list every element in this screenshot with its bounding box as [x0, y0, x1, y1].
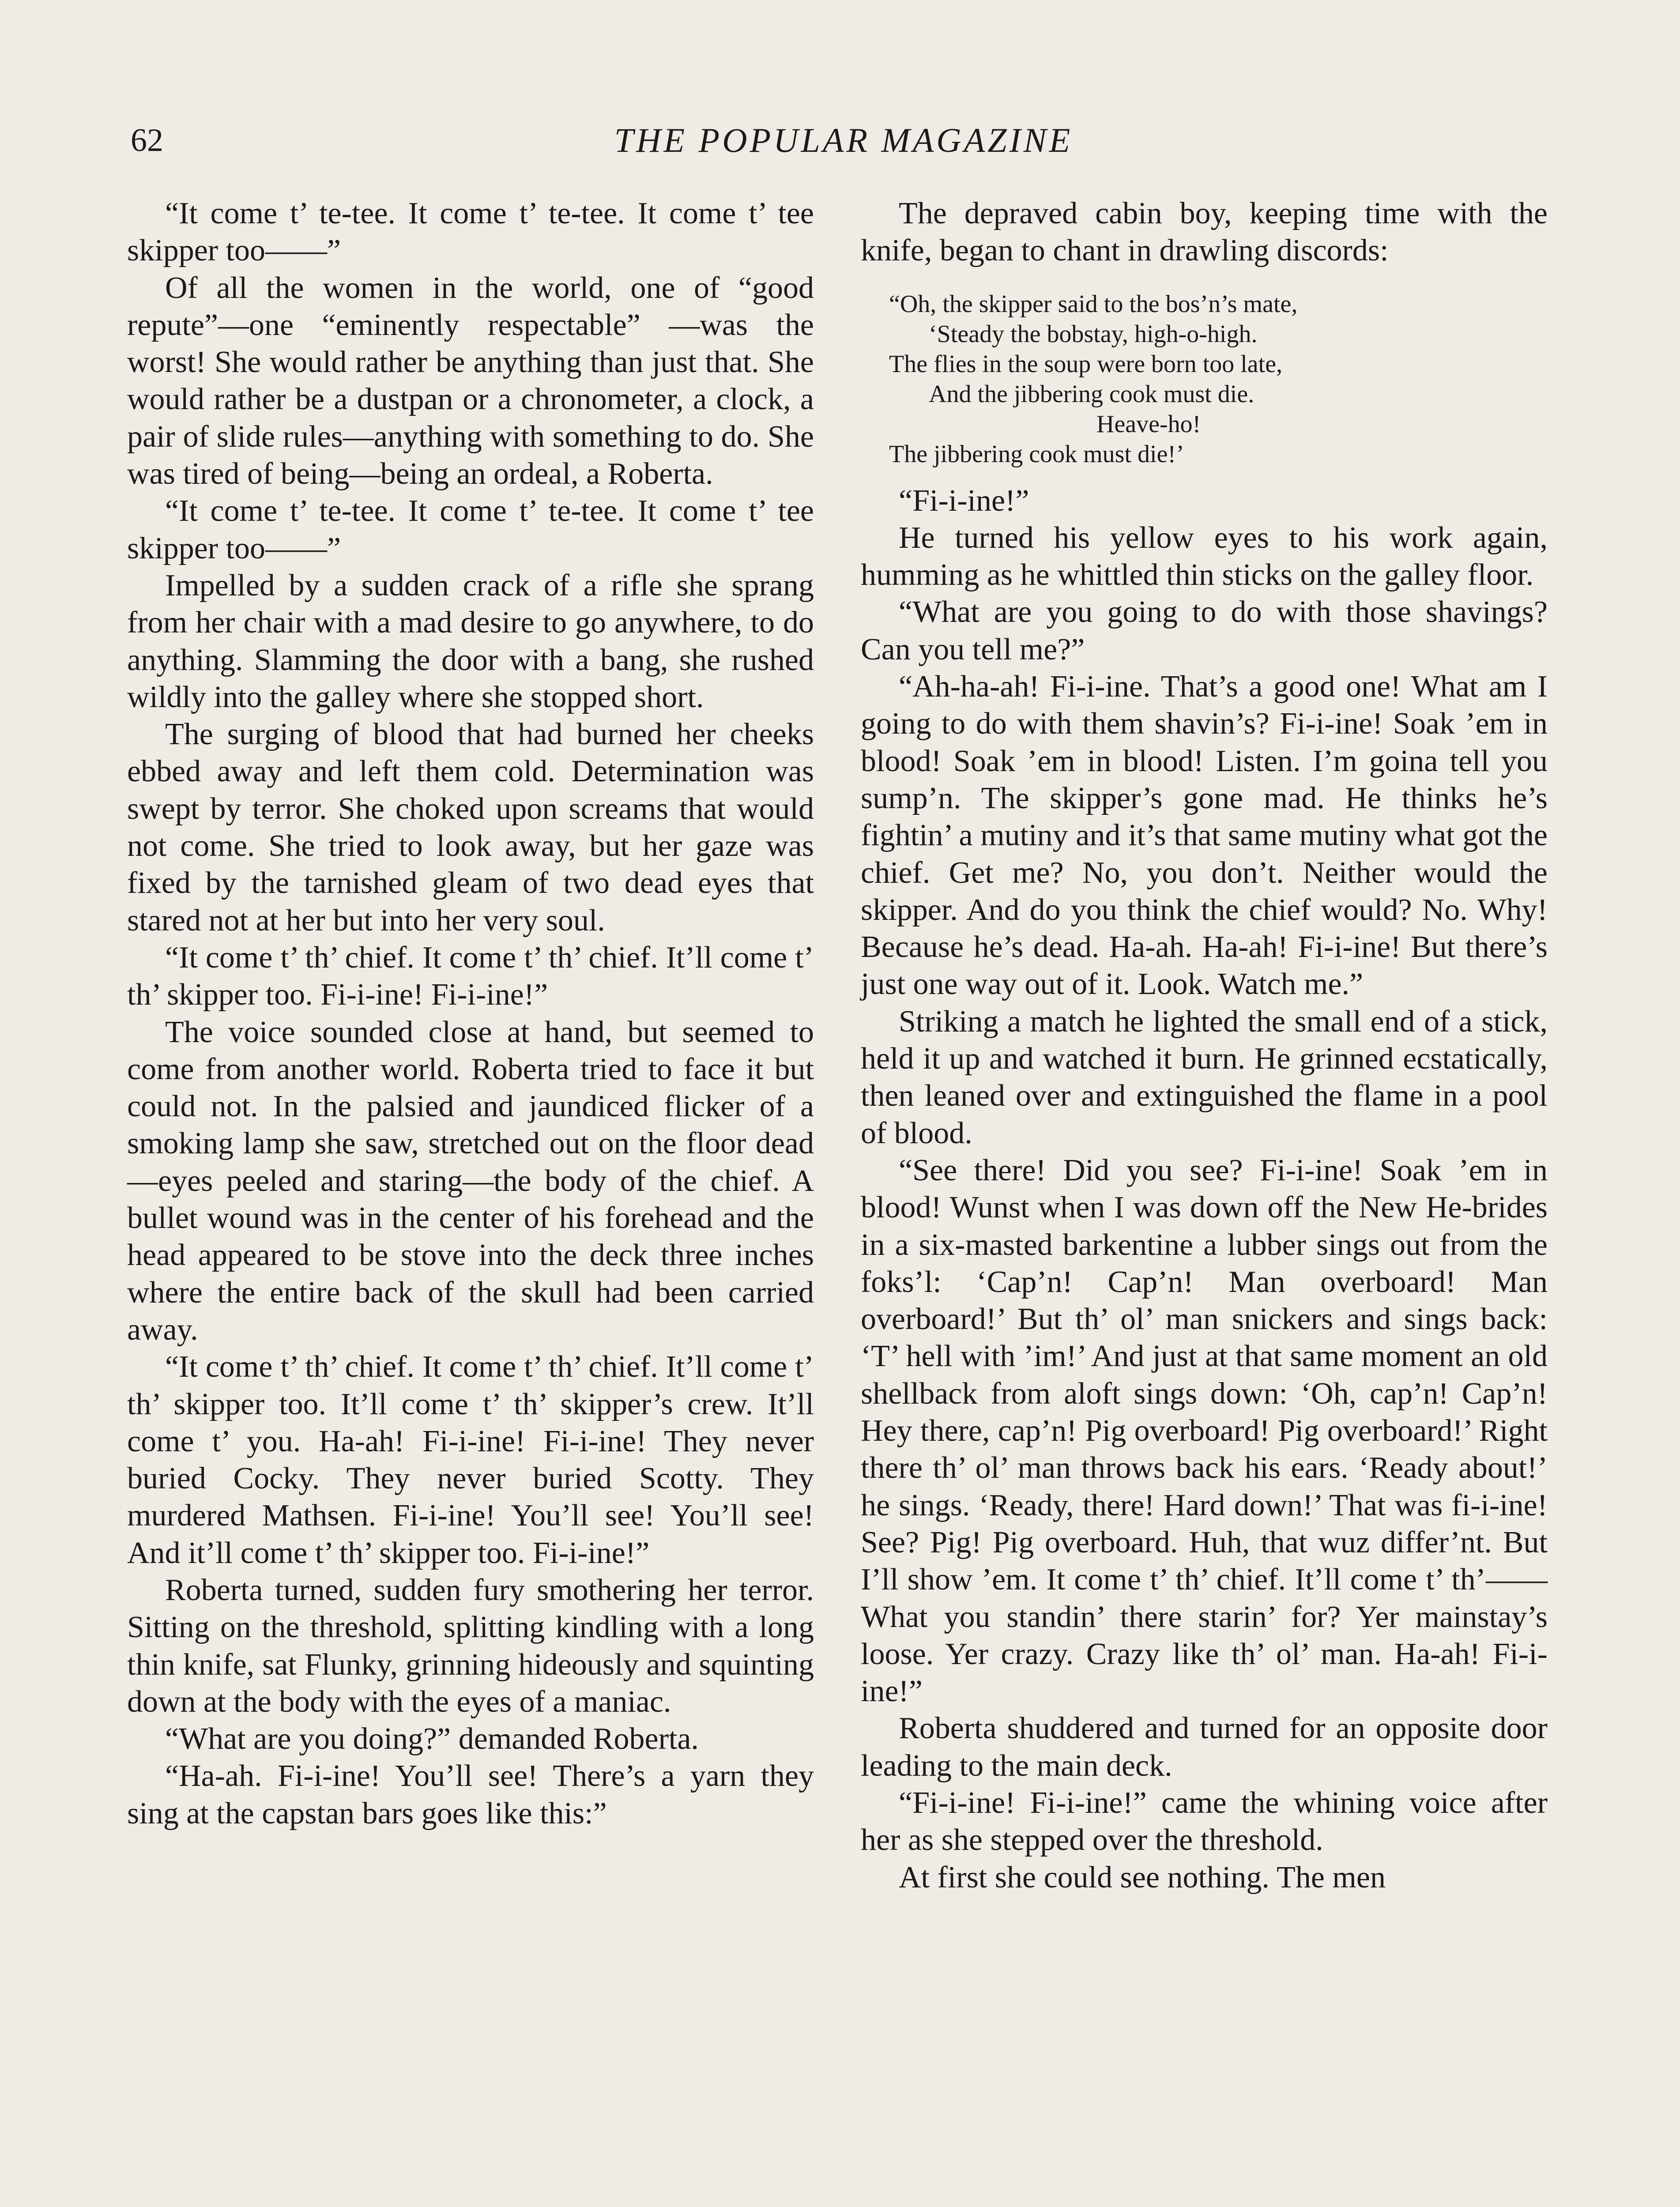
verse-line: The jibbering cook must die!’ — [889, 440, 1184, 468]
paragraph: The depraved cabin boy, keeping time with the knife, began to chant in drawling discords: — [861, 196, 1548, 268]
paragraph: Striking a match he lighted the small end of a stick, held it up and watched it burn. He grinned ecstatically, then leaned over and extinguished the flame in a pool of blood. — [861, 1004, 1548, 1150]
verse-line: Heave-ho! — [1096, 410, 1201, 438]
paragraph: “Fi-i-ine!” — [899, 483, 1029, 518]
left-column — [127, 195, 814, 1832]
paragraph: The voice sounded close at hand, but seemed to come from another world. Roberta tried to face it but could not. In the palsied and jaundiced flicker of a smoking lamp she saw, stretched out on the floor dead—eyes peeled and staring—the body of the chief. A bullet wound was in the center of his forehead and the head appeared to be stove into the deck three inches where the entire back of the skull had been carried away. — [127, 1015, 814, 1347]
running-title: THE POPULAR MAGAZINE — [614, 121, 1073, 159]
paragraph: Roberta turned, sudden fury smothering her terror. Sitting on the threshold, splitting kindling with a long thin knife, sat Flunky, grinning hideously and squinting down at the body with the eyes of a maniac. — [127, 1573, 814, 1719]
paragraph: Of all the women in the world, one of “good repute”—one “eminently respectable” —was the worst! She would rather be anything than just that. She would rather be a dustpan or a chronometer, a clock, a pair of slide rules—anything with something to do. She was tired of being—being an ordeal, a Roberta. — [127, 271, 814, 491]
chantey-verse — [889, 289, 1548, 469]
verse-line: “Oh, the skipper said to the bos’n’s mate, — [889, 290, 1298, 318]
paragraph: He turned his yellow eyes to his work again, humming as he whittled thin sticks on the galley floor. — [861, 520, 1548, 592]
paragraph: The surging of blood that had burned her cheeks ebbed away and left them cold. Determination was swept by terror. She choked upon screams that would not come. She tried to look away, but her gaze was fixed by the tarnished gleam of two dead eyes that stared not at her but into her very soul. — [127, 717, 814, 938]
paragraph: “What are you going to do with those shavings? Can you tell me?” — [861, 595, 1548, 667]
verse-line: And the jibbering cook must die. — [929, 380, 1254, 408]
verse-line: The flies in the soup were born too late, — [889, 350, 1283, 378]
paragraph: “Fi-i-ine! Fi-i-ine!” came the whining voice after her as she stepped over the threshold. — [861, 1785, 1548, 1857]
paragraph: “Ah-ha-ah! Fi-i-ine. That’s a good one! What am I going to do with them shavin’s? Fi-i-ine! Soak ’em in blood! Soak ’em in blood! Listen. I’m goina tell you sump’n. The skipper’s gone mad. He thinks he’s fightin’ a mutiny and it’s that same mutiny what got the chief. Get me? No, you don’t. Neither would the skipper. And do you think the chief would? No. Why! Because he’s dead. Ha-ah. Ha-ah! Fi-i-ine! But there’s just one way out of it. Look. Watch me.” — [861, 670, 1548, 1002]
paragraph: “It come t’ th’ chief. It come t’ th’ chief. It’ll come t’ th’ skipper too. Fi-i-ine! Fi-i-ine!” — [127, 940, 814, 1012]
paragraph: “It come t’ th’ chief. It come t’ th’ chief. It’ll come t’ th’ skipper too. It’ll come t’ th’ skipper’s crew. It’ll come t’ you. Ha-ah! Fi-i-ine! Fi-i-ine! They never buried Cocky. They never buried Scotty. They murdered Mathsen. Fi-i-ine! You’ll see! You’ll see! And it’ll come t’ th’ skipper too. Fi-i-ine!” — [127, 1350, 814, 1570]
paragraph: “It come t’ te-tee. It come t’ te-tee. It come t’ tee skipper too——” — [127, 196, 814, 268]
paragraph: Roberta shuddered and turned for an opposite door leading to the main deck. — [861, 1711, 1548, 1783]
page-header — [131, 114, 1556, 167]
right-column — [861, 195, 1548, 1896]
verse-line: ‘Steady the bobstay, high-o-high. — [929, 320, 1258, 348]
paragraph: “What are you doing?” demanded Roberta. — [165, 1722, 699, 1756]
paragraph: At first she could see nothing. The men — [899, 1860, 1386, 1894]
page-number: 62 — [131, 122, 163, 158]
paragraph: “See there! Did you see? Fi-i-ine! Soak ’em in blood! Wunst when I was down off the New He-brides in a six-masted barkentine a lubber sings out from the foks’l: ‘Cap’n! Cap’n! Man overboard! Man overboard!’ But th’ ol’ man snickers and sings back: ‘T’ hell with ’im!’ And just at that same moment an old shellback from aloft sings down: ‘Oh, cap’n! Cap’n! Hey there, cap’n! Pig overboard! Pig overboard!’ Right there th’ ol’ man throws back his ears. ‘Ready about!’ he sings. ‘Ready, there! Hard down!’ That was fi-i-ine! See? Pig! Pig overboard. Huh, that wuz differ’nt. But I’ll show ’em. It come t’ th’ chief. It’ll come t’ th’—— What you standin’ there starin’ for? Yer mainstay’s loose. Yer crazy. Crazy like th’ ol’ man. Ha-ah! Fi-i-ine!” — [861, 1153, 1548, 1709]
paragraph: Impelled by a sudden crack of a rifle she sprang from her chair with a mad desire to go anywhere, to do anything. Slamming the door with a bang, she rushed wildly into the galley where she stopped short. — [127, 568, 814, 714]
paragraph: “Ha-ah. Fi-i-ine! You’ll see! There’s a yarn they sing at the capstan bars goes like this:” — [127, 1759, 814, 1830]
paragraph: “It come t’ te-tee. It come t’ te-tee. It come t’ tee skipper too——” — [127, 494, 814, 565]
